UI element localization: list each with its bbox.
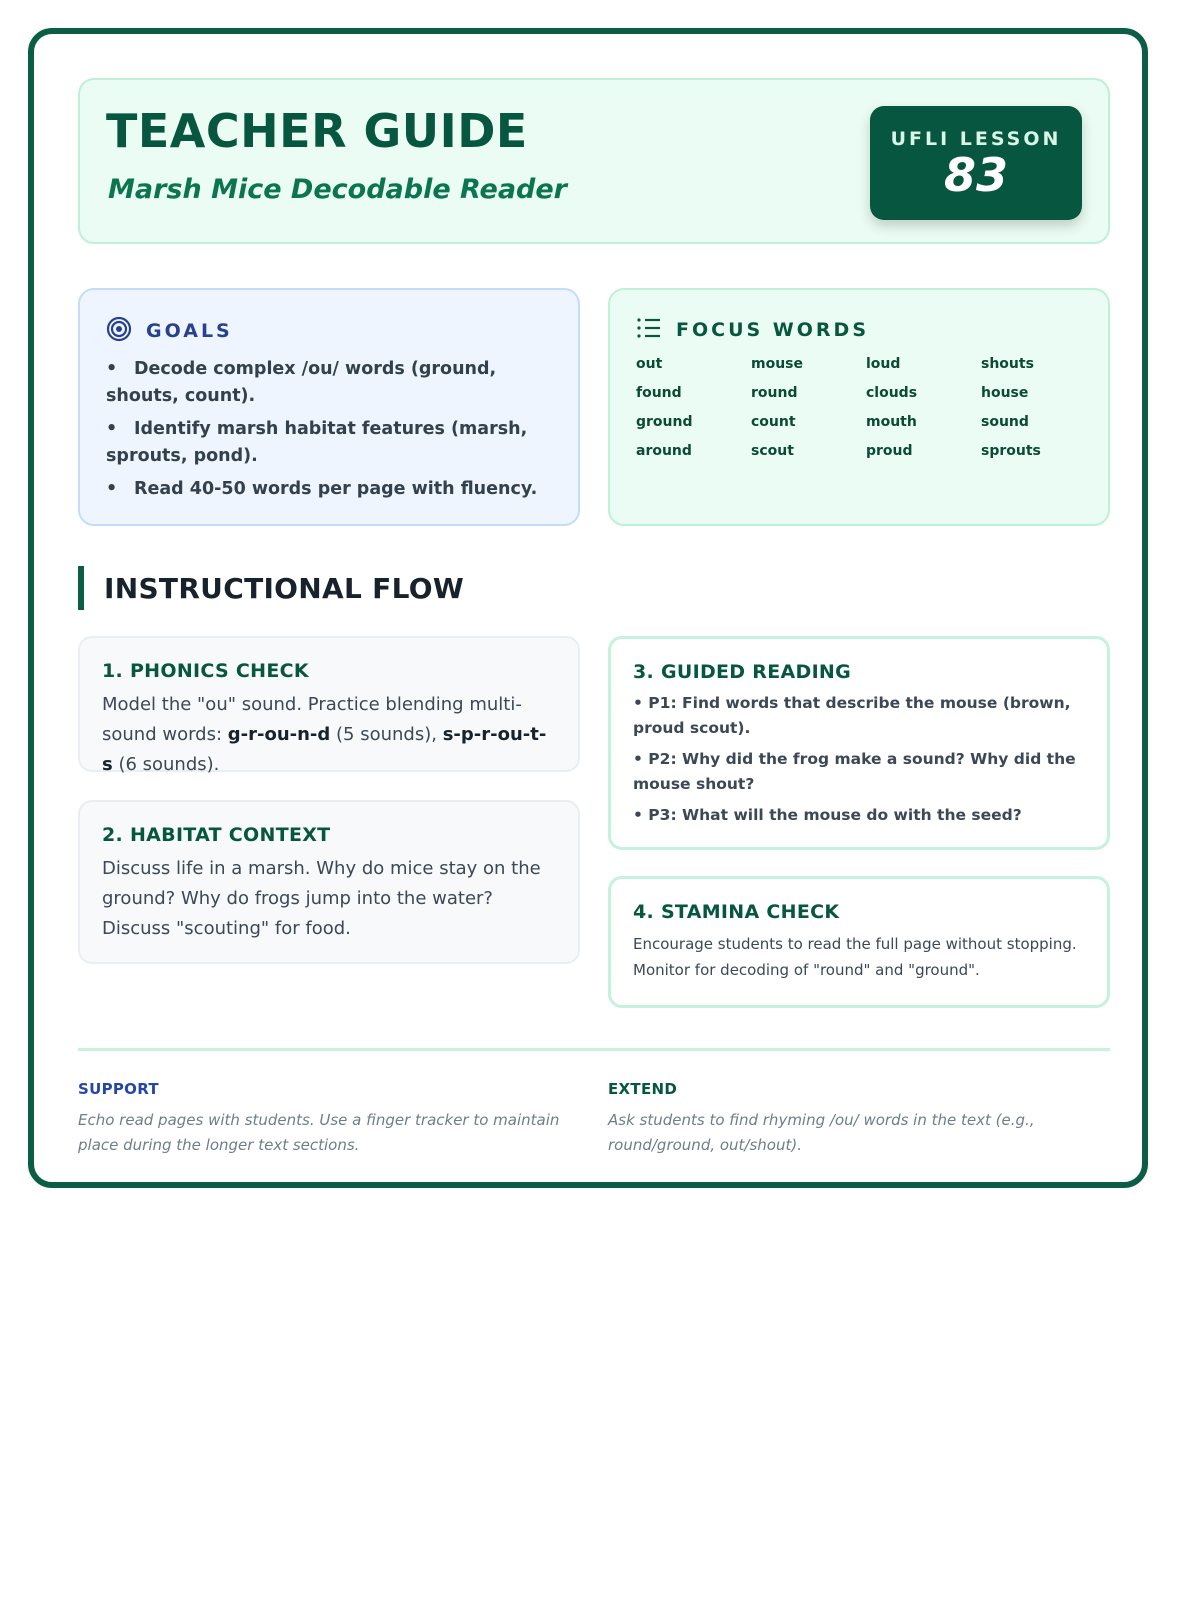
support-section (78, 1080, 568, 1158)
focus-word: round (751, 385, 798, 401)
focus-word: proud (866, 443, 913, 459)
focus-word: out (636, 356, 663, 372)
extend-section (608, 1080, 1098, 1158)
stamina-check-title: 4. STAMINA CHECK (633, 901, 840, 923)
focus-word: count (751, 414, 796, 430)
extend-text: Ask students to find rhyming /ou/ words in the text (e.g., round/ground, out/shout). (608, 1111, 1035, 1154)
focus-word: scout (751, 443, 794, 459)
focus-word: loud (866, 356, 901, 372)
goals-list (106, 356, 554, 509)
focus-word: shouts (981, 356, 1034, 372)
lesson-number: 83 (943, 148, 1008, 202)
target-icon (106, 316, 132, 346)
goal-item: • Read 40-50 words per page with fluency. (106, 476, 554, 503)
guided-reading-title: 3. GUIDED READING (633, 661, 852, 683)
support-text: Echo read pages with students. Use a finger tracker to maintain place during the longer text sections. (78, 1111, 560, 1154)
goal-item: • Decode complex /ou/ words (ground, shouts, count). (106, 356, 554, 410)
guided-reading-bullet: • P2: Why did the frog make a sound? Why did the mouse shout? (633, 750, 1076, 793)
instructional-flow-title: INSTRUCTIONAL FLOW (104, 571, 465, 605)
focus-words-panel (608, 288, 1110, 526)
habitat-context-card (78, 800, 580, 964)
guided-reading-card (608, 636, 1110, 850)
blend-word-ground: g-r-ou-n-d (227, 724, 331, 745)
focus-word: sprouts (981, 443, 1041, 459)
stamina-check-text: Encourage students to read the full page without stopping. Monitor for decoding of "round" and "ground". (633, 935, 1077, 979)
phonics-check-title: 1. PHONICS CHECK (102, 660, 309, 682)
blend-word-sprouts: s-p-r-ou-t-s (102, 724, 547, 775)
goals-panel (78, 288, 580, 526)
footer-divider (78, 1048, 1110, 1051)
lesson-badge (870, 106, 1082, 220)
guided-reading-bullet: • P3: What will the mouse do with the seed? (633, 806, 1022, 824)
goal-item: • Identify marsh habitat features (marsh, sprouts, pond). (106, 416, 554, 470)
goals-label: GOALS (146, 320, 233, 342)
instructional-flow-heading (78, 566, 464, 610)
focus-word: house (981, 385, 1029, 401)
focus-word: sound (981, 414, 1029, 430)
page-title: TEACHER GUIDE (106, 104, 528, 158)
focus-word: clouds (866, 385, 918, 401)
teacher-guide-card (28, 28, 1148, 1188)
lesson-label: UFLI LESSON (890, 128, 1062, 150)
phonics-check-card (78, 636, 580, 775)
habitat-context-text: Discuss life in a marsh. Why do mice stay on the ground? Why do frogs jump into the water? Discuss "scouting" for food. (102, 858, 541, 939)
habitat-context-title: 2. HABITAT CONTEXT (102, 824, 331, 846)
focus-word: mouse (751, 356, 804, 372)
focus-words-grid (636, 354, 1096, 461)
focus-word: around (636, 443, 692, 459)
extend-title: EXTEND (608, 1080, 678, 1098)
page-subtitle: Marsh Mice Decodable Reader (108, 174, 567, 205)
focus-word: ground (636, 414, 693, 430)
focus-word: found (636, 385, 682, 401)
stamina-check-card (608, 876, 1110, 1008)
focus-words-heading (636, 316, 869, 344)
list-icon (636, 316, 662, 344)
support-title: SUPPORT (78, 1080, 159, 1098)
phonics-check-text: Model the "ou" sound. Practice blending multi-sound words: g-r-ou-n-d (5 sounds), s-p-r-ou-t-s (6 sounds). (102, 694, 547, 775)
focus-words-label: FOCUS WORDS (676, 319, 869, 341)
guided-reading-bullet: • P1: Find words that describe the mouse (brown, proud scout). (633, 694, 1071, 737)
guide-header (78, 78, 1110, 244)
focus-word: mouth (866, 414, 917, 430)
goals-heading (106, 316, 233, 346)
